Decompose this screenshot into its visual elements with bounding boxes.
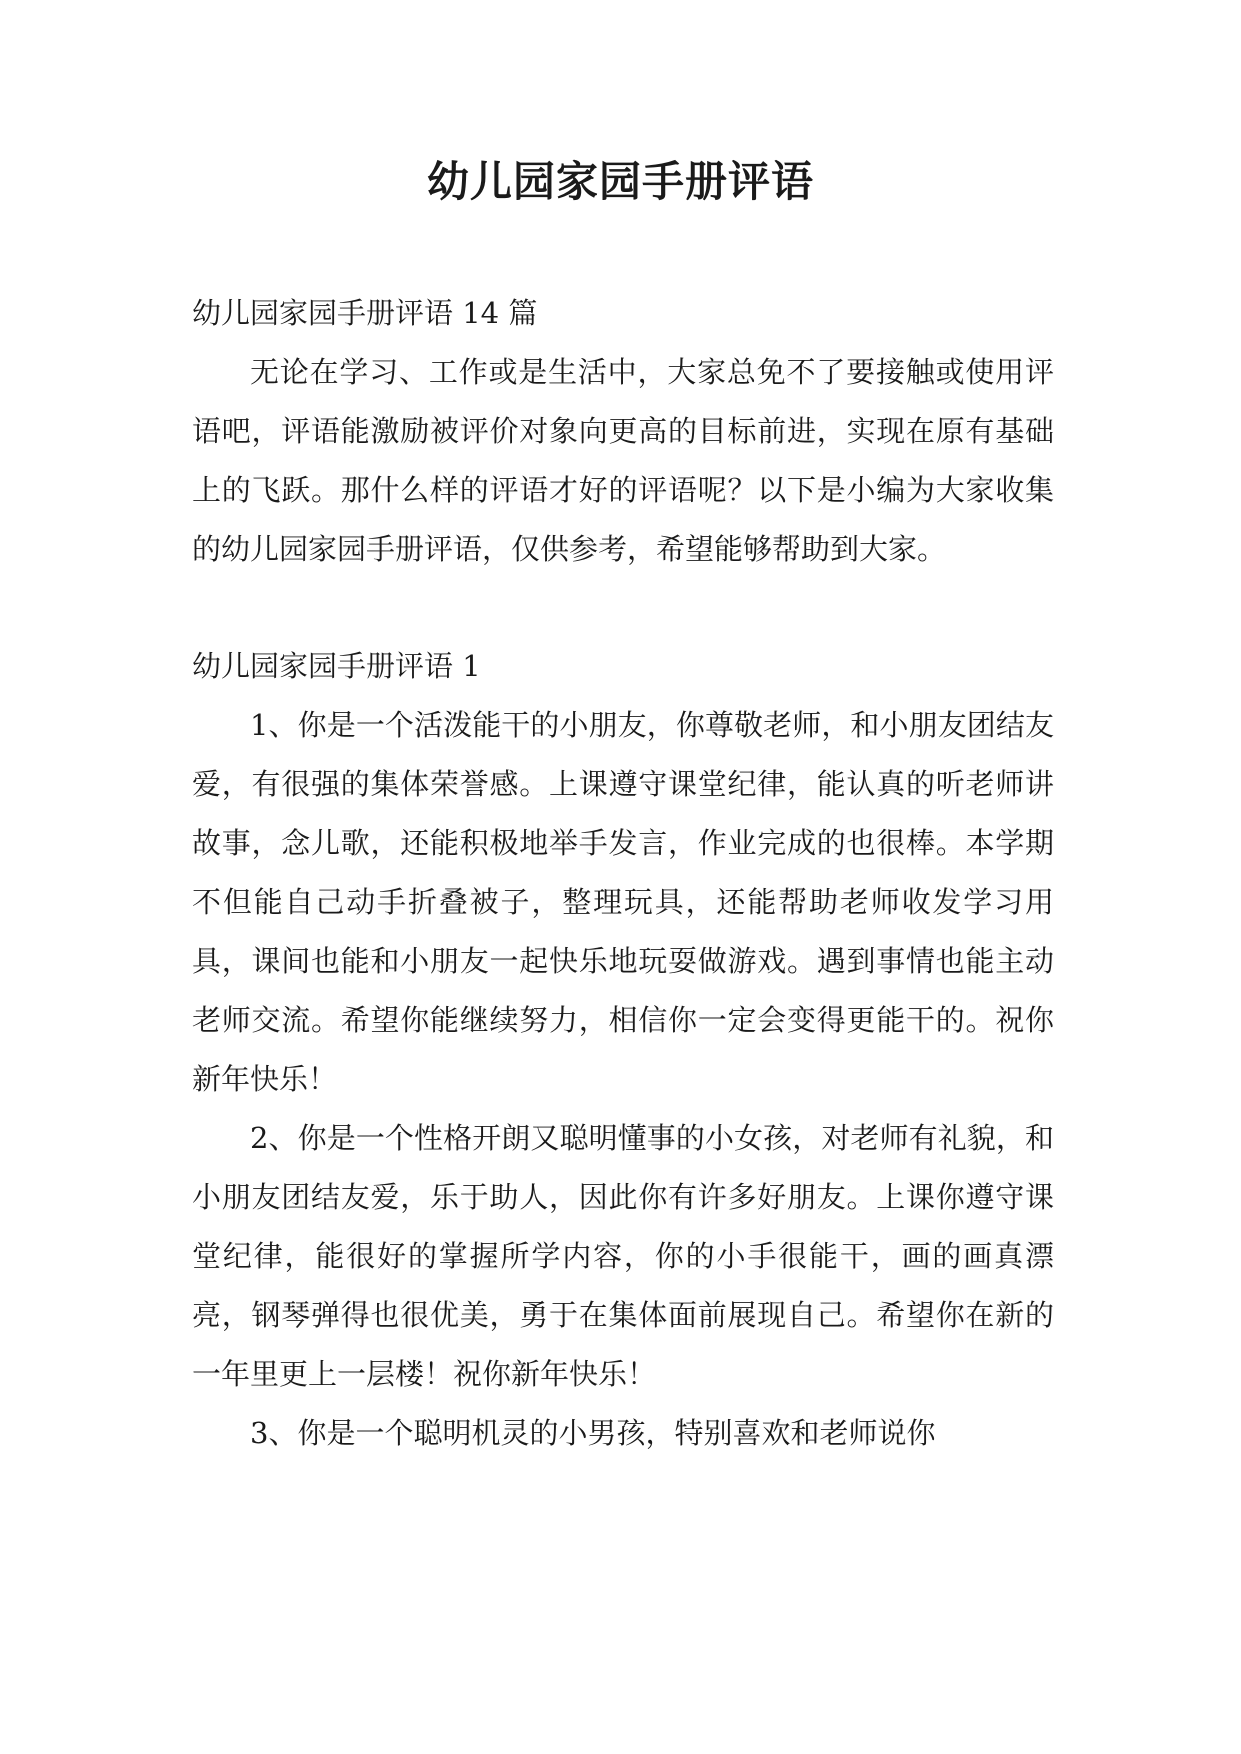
section-title: 幼儿园家园手册评语 1 (192, 649, 481, 683)
intro-paragraph: 无论在学习、工作或是生活中，大家总免不了要接触或使用评语吧，评语能激励被评价对象向更高的目标前进，实现在原有基础上的飞跃。那什么样的评语才好的评语呢？以下是小编为大家收集的幼儿园家园手册评语，仅供参考，希望能够帮助到大家。 (192, 355, 1054, 566)
subtitle: 幼儿园家园手册评语 14 篇 (192, 296, 538, 330)
comment-paragraph-3: 3、你是一个聪明机灵的小男孩，特别喜欢和老师说你 (250, 1416, 936, 1450)
comment-paragraph-1: 1、你是一个活泼能干的小朋友，你尊敬老师，和小朋友团结友爱，有很强的集体荣誉感。上课遵守课堂纪律，能认真的听老师讲故事，念儿歌，还能积极地举手发言，作业完成的也很棒。本学期不但能自己动手折叠被子，整理玩具，还能帮助老师收发学习用具，课间也能和小朋友一起快乐地玩耍做游戏。遇到事情也能主动老师交流。希望你能继续努力，相信你一定会变得更能干的。祝你新年快乐！ (192, 708, 1054, 1096)
comment-paragraph-2: 2、你是一个性格开朗又聪明懂事的小女孩，对老师有礼貌，和小朋友团结友爱，乐于助人，因此你有许多好朋友。上课你遵守课堂纪律，能很好的掌握所学内容，你的小手很能干，画的画真漂亮，钢琴弹得也很优美，勇于在集体面前展现自己。希望你在新的一年里更上一层楼！祝你新年快乐！ (192, 1121, 1054, 1391)
document-title: 幼儿园家园手册评语 (426, 157, 814, 206)
document-body (192, 284, 1054, 1463)
